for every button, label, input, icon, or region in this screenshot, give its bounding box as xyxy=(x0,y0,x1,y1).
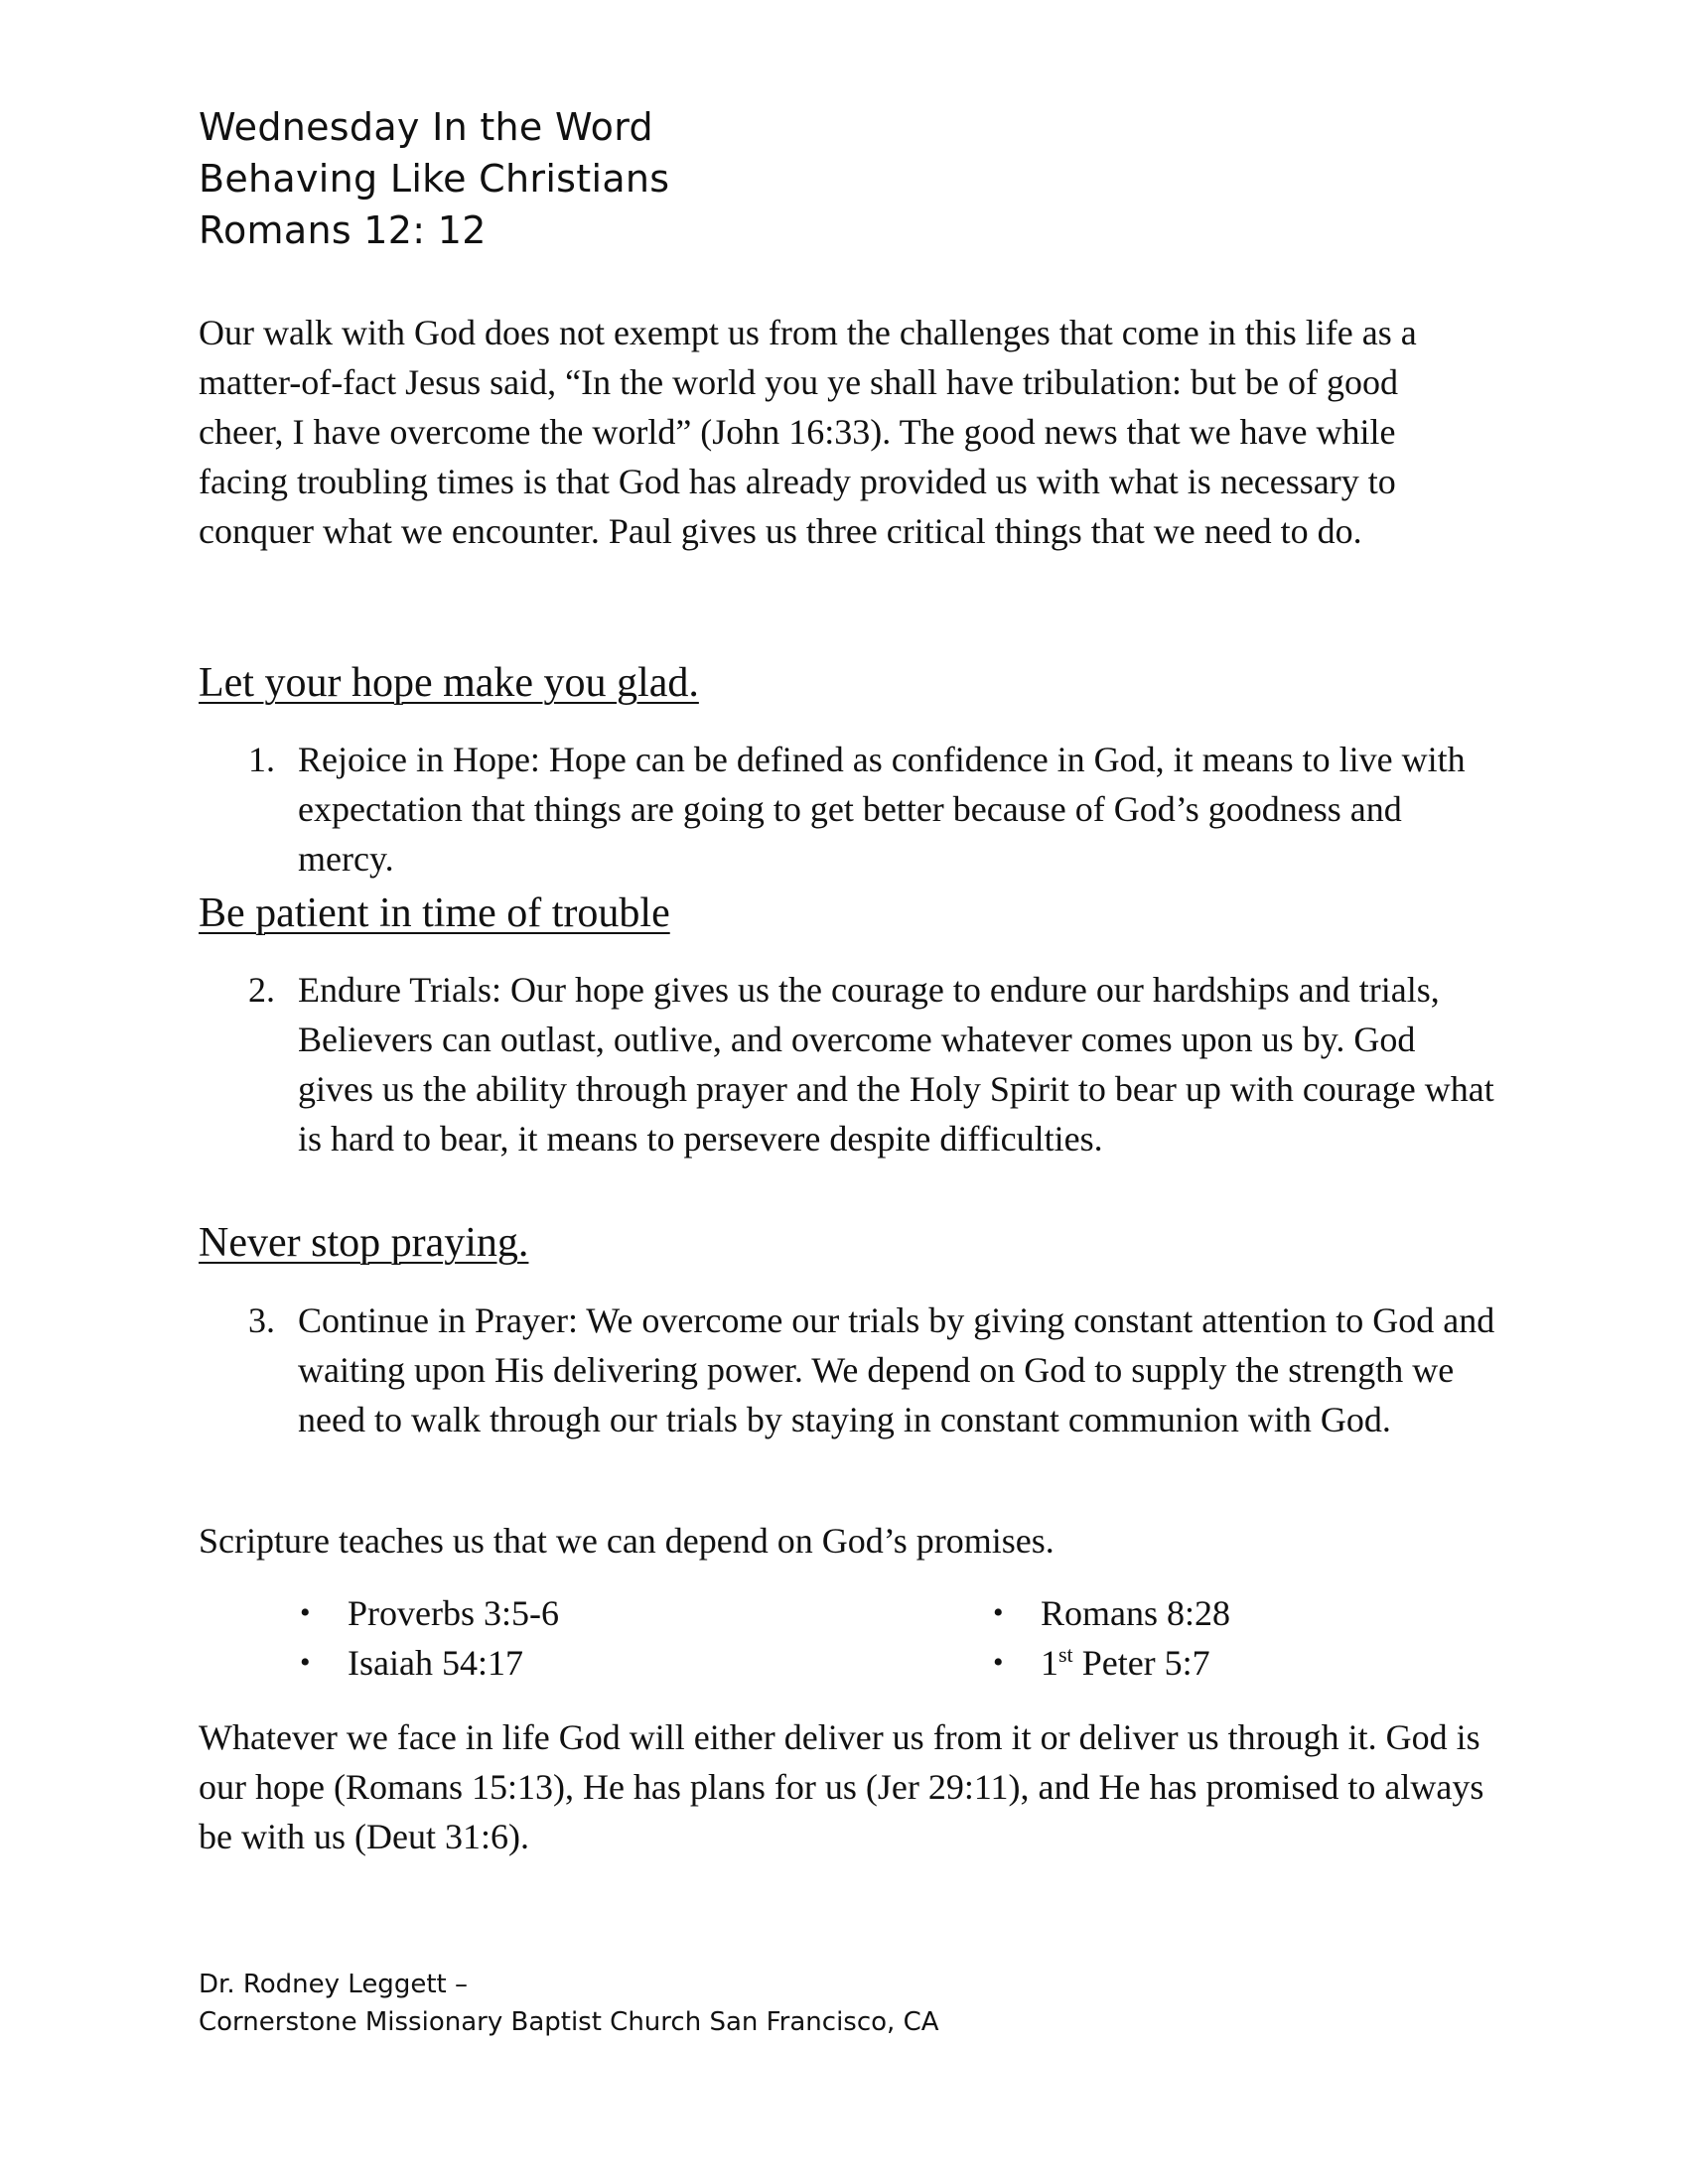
reference-text xyxy=(1041,1643,1210,1683)
reference-item xyxy=(298,1588,559,1638)
section-heading-3: Never stop praying. xyxy=(199,1220,529,1266)
section-heading-1: Let your hope make you glad. xyxy=(199,660,699,706)
item-number-3: 3. xyxy=(248,1300,275,1340)
bullet-icon: • xyxy=(300,1596,311,1629)
bullet-icon: • xyxy=(300,1646,311,1679)
ordinal-suffix: st xyxy=(1058,1642,1073,1667)
series-title: Wednesday In the Word xyxy=(199,105,653,149)
numbered-item-2 xyxy=(248,965,1499,1163)
reference-text: Isaiah 54:17 xyxy=(348,1643,523,1683)
bullet-icon: • xyxy=(993,1646,1004,1679)
scripture-reference: Romans 12: 12 xyxy=(199,208,487,252)
lesson-title: Behaving Like Christians xyxy=(199,157,670,201)
item-text-2: Endure Trials: Our hope gives us the courage to endure our hardships and trials, Believers can outlast, outlive, and overcome whatever comes upon us by. God gives us the ability through prayer and the Holy Spirit to bear up with courage what is hard to bear, it means to persevere despite difficulties. xyxy=(298,970,1494,1159)
item-number-2: 2. xyxy=(248,970,275,1010)
item-text-1: Rejoice in Hope: Hope can be defined as confidence in God, it means to live with expectation that things are going to get better because of God’s goodness and mercy. xyxy=(298,740,1466,879)
ordinal-number: 1 xyxy=(1041,1643,1058,1683)
reference-text: Romans 8:28 xyxy=(1041,1593,1231,1633)
closing-paragraph: Whatever we face in life God will either deliver us from it or deliver us through it. God is our hope (Romans 15:13), He has plans for us (Jer 29:11), and He has promised to always be with us (Deut 31:6). xyxy=(199,1717,1484,1856)
church-name: Cornerstone Missionary Baptist Church San Francisco, CA xyxy=(199,2007,939,2037)
author-name: Dr. Rodney Leggett – xyxy=(199,1970,468,1999)
reference-item xyxy=(298,1638,559,1688)
reference-item xyxy=(991,1638,1230,1688)
reference-item xyxy=(991,1588,1230,1638)
reference-list-left xyxy=(298,1588,559,1688)
reference-text: Proverbs 3:5-6 xyxy=(348,1593,559,1633)
reference-list-right xyxy=(991,1588,1230,1688)
bullet-icon: • xyxy=(993,1596,1004,1629)
document-header xyxy=(199,101,1489,256)
reference-rest: Peter 5:7 xyxy=(1072,1643,1210,1683)
numbered-item-3 xyxy=(248,1296,1499,1444)
item-number-1: 1. xyxy=(248,740,275,779)
numbered-item-1 xyxy=(248,735,1499,884)
item-text-3: Continue in Prayer: We overcome our trials by giving constant attention to God and waiting upon His delivering power. We depend on God to supply the strength we need to walk through our trials by staying in constant communion with God. xyxy=(298,1300,1495,1439)
intro-paragraph: Our walk with God does not exempt us from the challenges that come in this life as a matter-of-fact Jesus said, “In the world you ye shall have tribulation: but be of good cheer, I have overcome the world” (John 16:33). The good news that we have while facing troubling times is that God has already provided us with what is necessary to conquer what we encounter. Paul gives us three critical things that we need to do. xyxy=(199,313,1417,551)
scripture-intro: Scripture teaches us that we can depend on God’s promises. xyxy=(199,1521,1055,1561)
document-footer xyxy=(199,1966,939,2041)
section-heading-2: Be patient in time of trouble xyxy=(199,890,670,936)
